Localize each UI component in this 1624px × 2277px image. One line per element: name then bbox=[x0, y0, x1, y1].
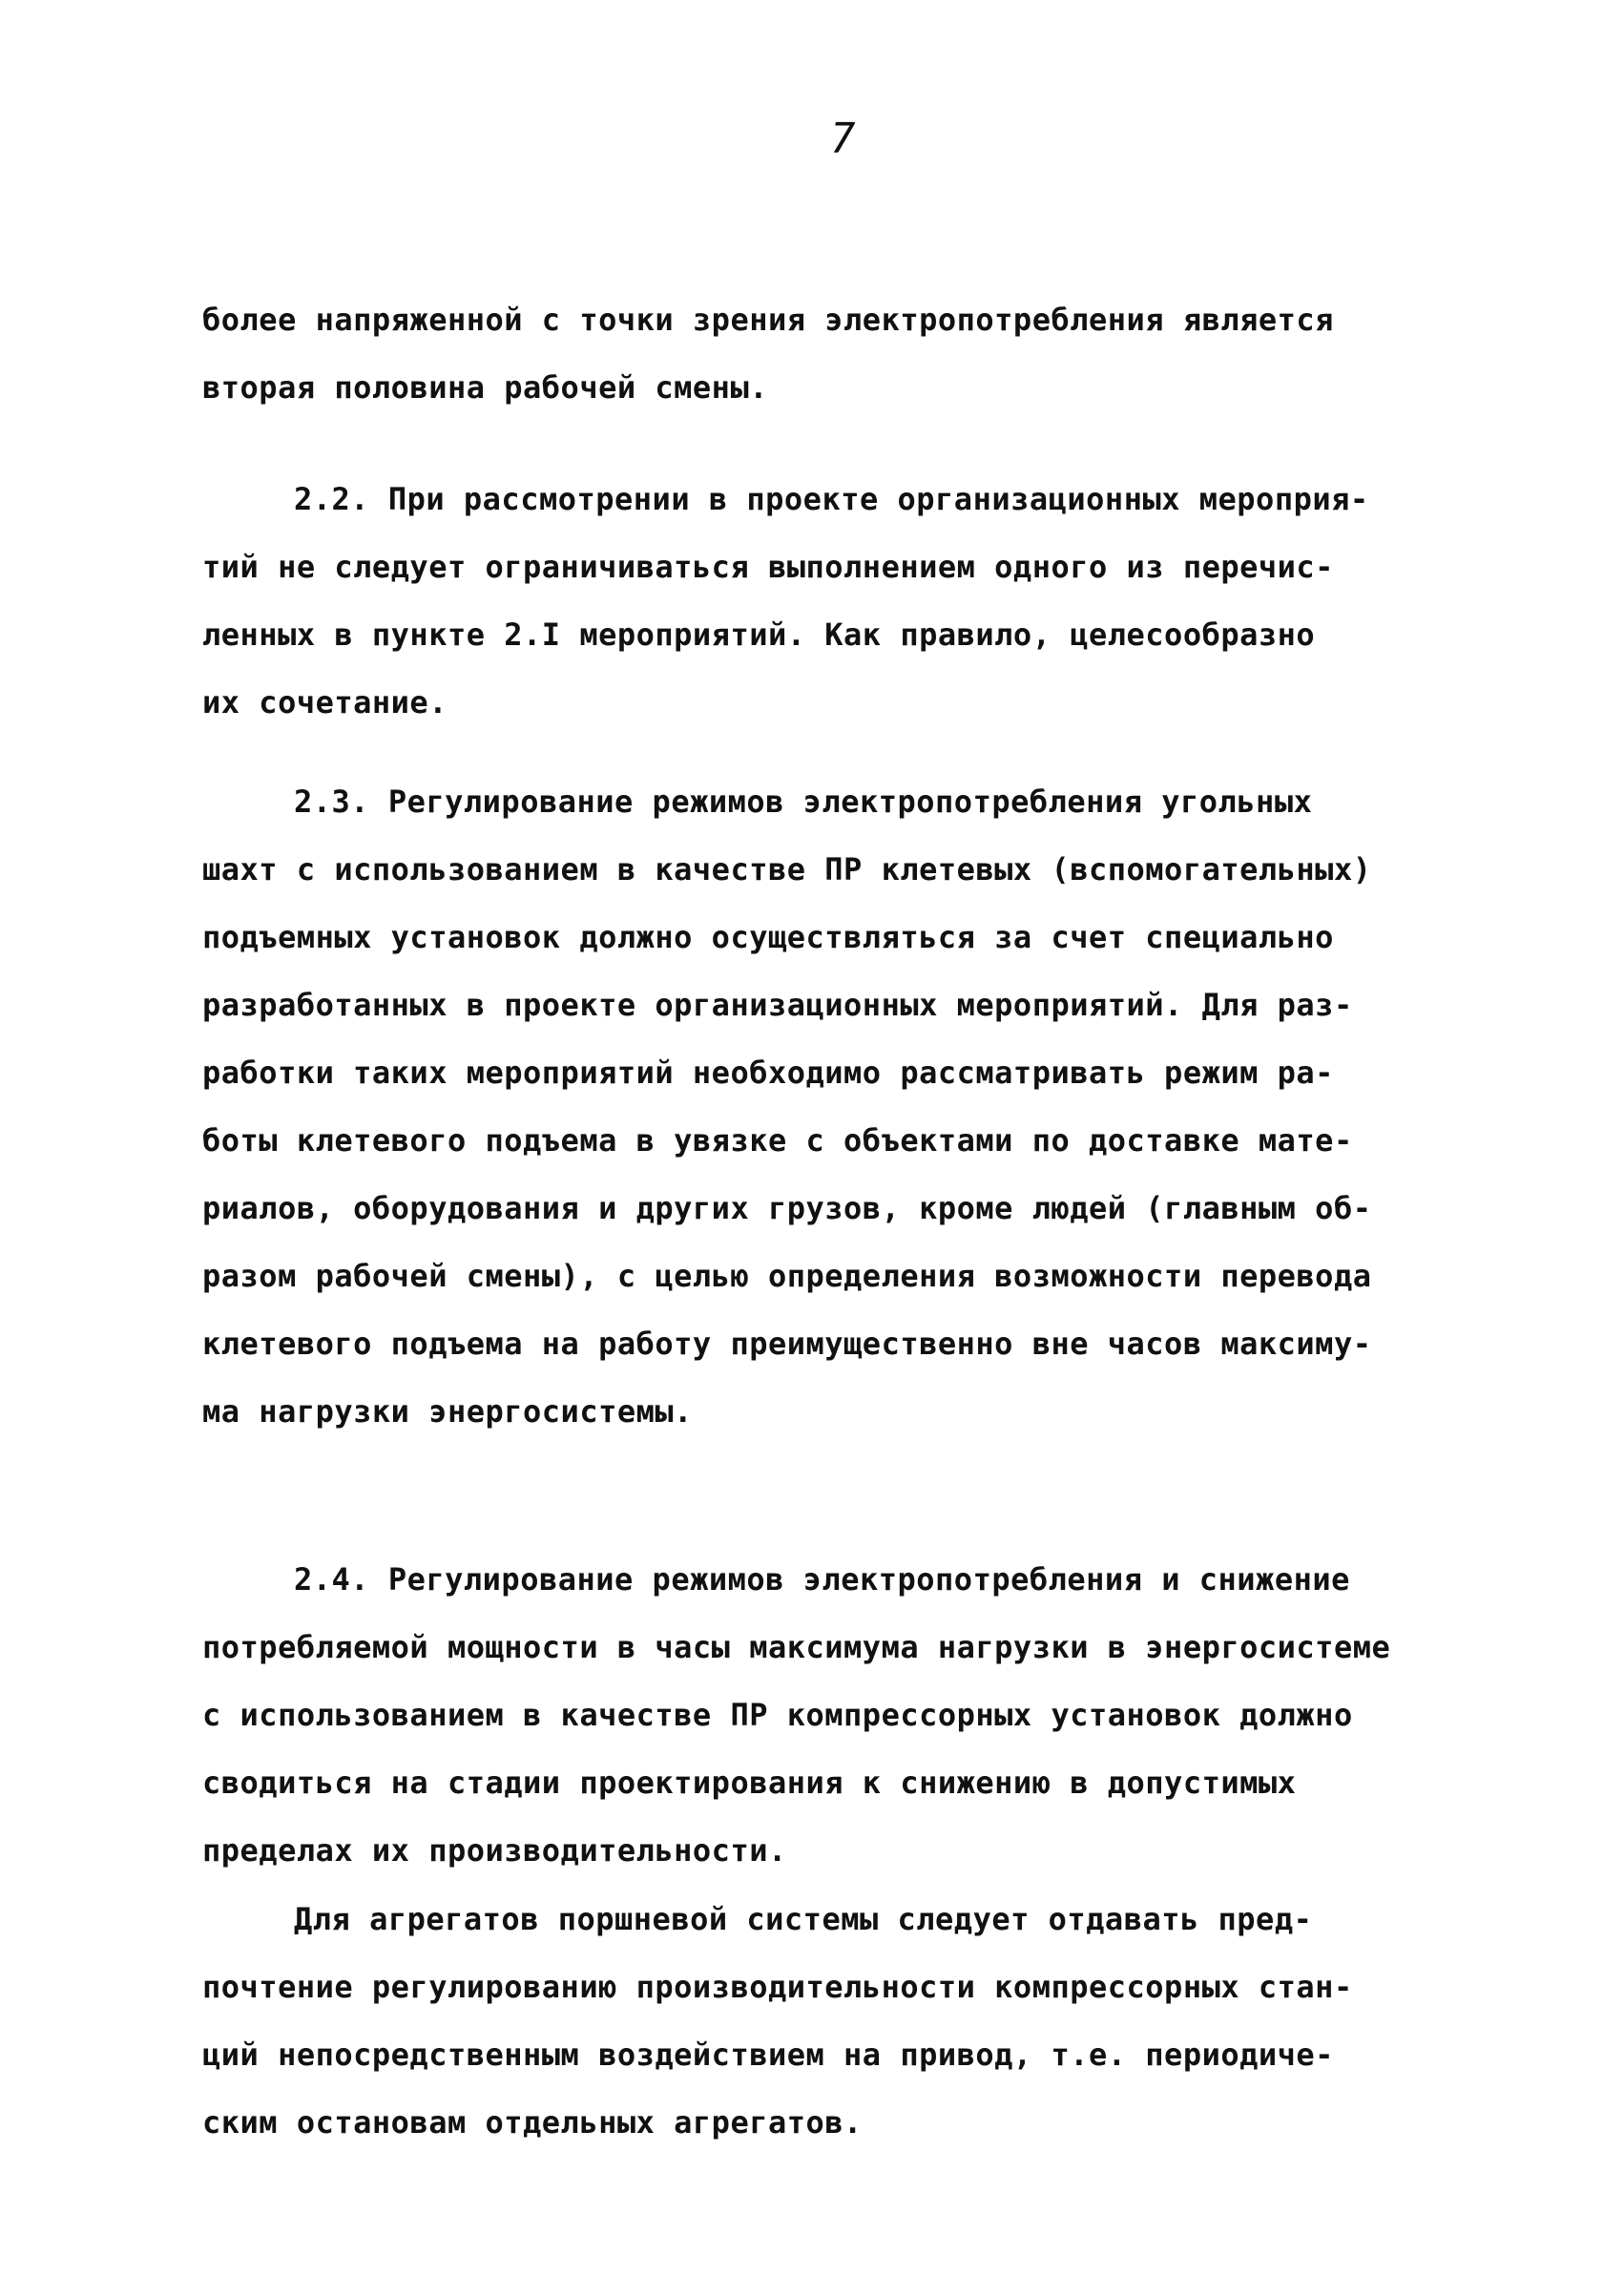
text-line: пределах их производительности. bbox=[202, 1832, 787, 1869]
text-line: ленных в пункте 2.I мероприятий. Как правило, целесообразно bbox=[202, 616, 1316, 653]
text-line: тий не следует ограничиваться выполнением одного из перечис- bbox=[202, 549, 1334, 585]
text-line: ций непосредственным воздействием на привод, т.е. периодиче- bbox=[202, 2037, 1334, 2073]
text-line: сводиться на стадии проектирования к снижению в допустимых bbox=[202, 1765, 1297, 1801]
paragraph-2-3 bbox=[202, 768, 1443, 1446]
paragraph-2-4 bbox=[202, 1546, 1443, 1885]
text-line: риалов, оборудования и других грузов, кроме людей (главным об- bbox=[202, 1190, 1372, 1226]
text-line: боты клетевого подъема в увязке с объектами по доставке мате- bbox=[202, 1122, 1353, 1159]
text-line: разработанных в проекте организационных мероприятий. Для раз- bbox=[202, 987, 1353, 1023]
text-line: 2.4. Регулирование режимов электропотребления и снижение bbox=[294, 1561, 1350, 1598]
page-number: 7 bbox=[830, 115, 856, 163]
text-line: клетевого подъема на работу преимущественно вне часов максиму- bbox=[202, 1326, 1372, 1362]
text-line: почтение регулированию производительности компрессорных стан- bbox=[202, 1969, 1353, 2005]
text-line: ским остановам отдельных агрегатов. bbox=[202, 2104, 863, 2141]
paragraph-2-2 bbox=[202, 466, 1443, 737]
text-line: потребляемой мощности в часы максимума нагрузки в энергосистеме bbox=[202, 1629, 1391, 1665]
text-line: с использованием в качестве ПР компрессорных установок должно bbox=[202, 1697, 1353, 1733]
text-line: разом рабочей смены), с целью определения возможности перевода bbox=[202, 1258, 1372, 1294]
text-line: их сочетание. bbox=[202, 684, 448, 721]
text-line: Для агрегатов поршневой системы следует отдавать пред- bbox=[294, 1901, 1313, 1937]
text-line: 2.2. При рассмотрении в проекте организационных мероприя- bbox=[294, 481, 1369, 517]
paragraph-1 bbox=[202, 286, 1443, 422]
text-line: ма нагрузки энергосистемы. bbox=[202, 1393, 693, 1430]
text-line: работки таких мероприятий необходимо рассматривать режим ра- bbox=[202, 1055, 1334, 1091]
text-line: 2.3. Регулирование режимов электропотребления угольных bbox=[294, 783, 1313, 820]
paragraph-piston-units bbox=[202, 1886, 1443, 2157]
text-line: подъемных установок должно осуществляться за счет специально bbox=[202, 919, 1334, 955]
text-line: вторая половина рабочей смены. bbox=[202, 369, 768, 406]
text-line: более напряженной с точки зрения электропотребления является bbox=[202, 302, 1334, 338]
text-line: шахт с использованием в качестве ПР клетевых (вспомогательных) bbox=[202, 851, 1372, 888]
